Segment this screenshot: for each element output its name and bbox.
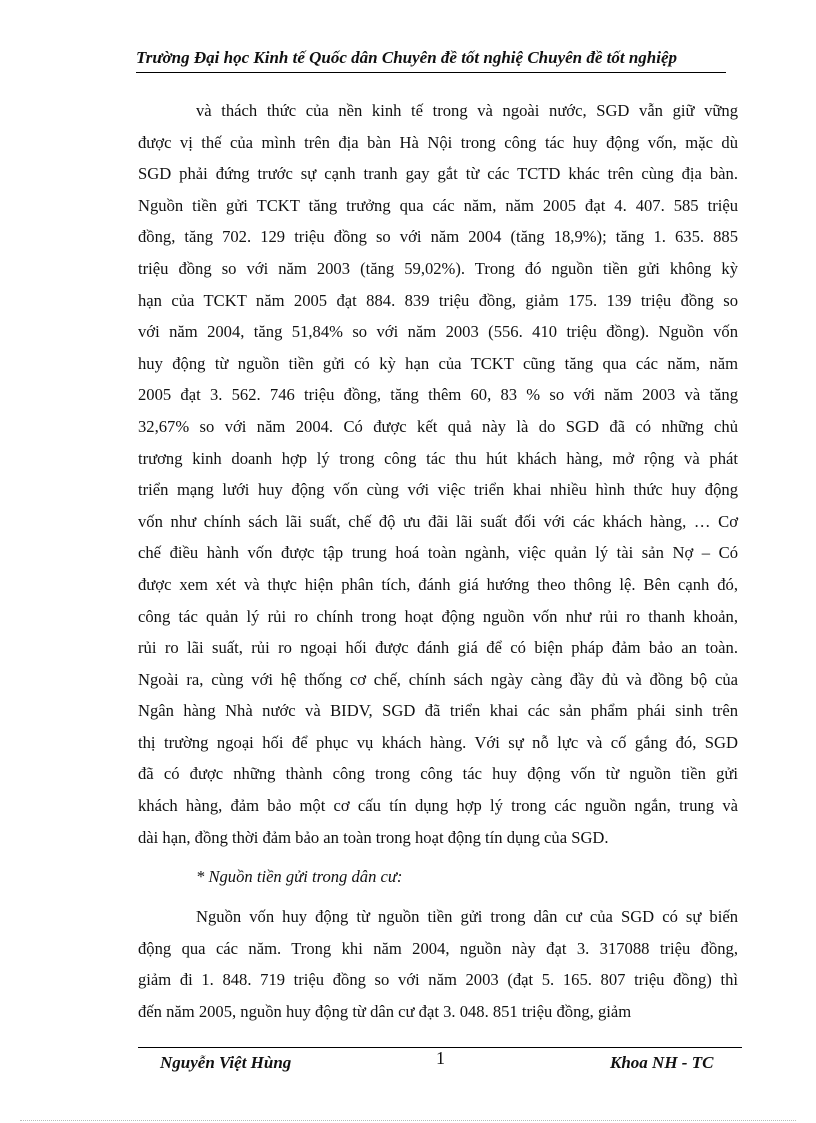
text-line: đến năm 2005, nguồn huy động từ dân cư đạt 3. 048. 851 triệu đồng, giảm xyxy=(138,1002,632,1022)
header-text: Trường Đại học Kinh tế Quốc dân Chuyên đề tốt nghiệ Chuyên đề tốt nghiệp xyxy=(136,48,678,67)
text-line: thị trường ngoại hối để phục vụ khách hàng. Với sự nỗ lực và cố gắng đó, SGD xyxy=(138,732,738,752)
text-line: triệu đồng so với năm 2003 (tăng 59,02%). Trong đó nguồn tiền gửi không kỳ xyxy=(138,258,738,278)
text-line: vốn như chính sách lãi suất, chế độ ưu đãi lãi suất đối với các khách hàng, … Cơ xyxy=(138,511,738,531)
text-line: Nguồn vốn huy động từ nguồn tiền gửi trong dân cư của SGD có sự biến xyxy=(196,907,738,927)
text-line: được xem xét và thực hiện phân tích, đánh giá hướng theo thông lệ. Bên cạnh đó, xyxy=(138,574,738,594)
text-line: triển mạng lưới huy động vốn cùng với việc triển khai nhiều hình thức huy động xyxy=(138,480,738,500)
text-line: chế điều hành vốn được tập trung hoá toàn ngành, việc quản lý tài sản Nợ – Có xyxy=(138,543,738,563)
text-line: được vị thế của mình trên địa bàn Hà Nội trong công tác huy động vốn, mặc dù xyxy=(138,132,738,152)
text-line: Ngoài ra, cùng với hệ thống cơ chế, chính sách ngày càng đầy đủ và đồng bộ của xyxy=(138,669,738,689)
text-line: và thách thức của nền kinh tế trong và ngoài nước, SGD vẫn giữ vững xyxy=(196,101,738,120)
page-number: 1 xyxy=(436,1048,445,1068)
text-line: Nguồn tiền gửi TCKT tăng trưởng qua các năm, năm 2005 đạt 4. 407. 585 triệu xyxy=(138,195,738,215)
text-line: huy động từ nguồn tiền gửi có kỳ hạn của TCKT cũng tăng qua các năm, năm xyxy=(138,353,738,373)
text-line: khách hàng, đảm bảo một cơ cấu tín dụng hợp lý trong các nguồn ngắn, trung và xyxy=(138,796,738,816)
text-line: Ngân hàng Nhà nước và BIDV, SGD đã triển khai các sản phẩm phái sinh trên xyxy=(138,701,738,721)
paragraph-1 xyxy=(138,95,738,853)
text-line: 2005 đạt 3. 562. 746 triệu đồng, tăng thêm 60, 83 % so với năm 2003 và tăng xyxy=(138,385,738,405)
text-line: SGD phải đứng trước sự cạnh tranh gay gắt từ các TCTD khác trên cùng địa bàn. xyxy=(138,164,738,184)
section-subheading: * Nguồn tiền gửi trong dân cư: xyxy=(196,867,403,887)
page-header xyxy=(136,46,726,73)
text-line: đã có được những thành công trong công tác huy động vốn từ nguồn tiền gửi xyxy=(138,764,738,784)
text-line: 32,67% so với năm 2004. Có được kết quả này là do SGD đã có những chủ xyxy=(138,416,738,436)
text-line: trương kinh doanh hợp lý trong công tác thu hút khách hàng, mở rộng và phát xyxy=(138,448,738,468)
document-body xyxy=(138,95,738,1028)
text-line: rủi ro lãi suất, rủi ro ngoại hối được đánh giá để có biện pháp đảm bảo an toàn. xyxy=(138,638,738,658)
text-line: hạn của TCKT năm 2005 đạt 884. 839 triệu đồng, giảm 175. 139 triệu đồng so xyxy=(138,290,738,310)
text-line: dài hạn, đồng thời đảm bảo an toàn trong hoạt động tín dụng của SGD. xyxy=(138,827,609,847)
footer-department: Khoa NH - TC xyxy=(610,1053,714,1072)
text-line: động qua các năm. Trong khi năm 2004, nguồn này đạt 3. 317088 triệu đồng, xyxy=(138,938,738,958)
text-line: công tác quản lý rủi ro chính trong hoạt động nguồn vốn như rủi ro thanh khoản, xyxy=(138,606,738,626)
page-bottom-edge xyxy=(20,1120,796,1121)
text-line: giảm đi 1. 848. 719 triệu đồng so với năm 2003 (đạt 5. 165. 807 triệu đồng) thì xyxy=(138,970,738,990)
footer-author: Nguyễn Việt Hùng xyxy=(160,1053,292,1072)
text-line: với năm 2004, tăng 51,84% so với năm 2003 (556. 410 triệu đồng). Nguồn vốn xyxy=(138,322,738,342)
text-line: đồng, tăng 702. 129 triệu đồng so với năm 2004 (tăng 18,9%); tăng 1. 635. 885 xyxy=(138,227,738,247)
paragraph-2 xyxy=(138,901,738,1027)
